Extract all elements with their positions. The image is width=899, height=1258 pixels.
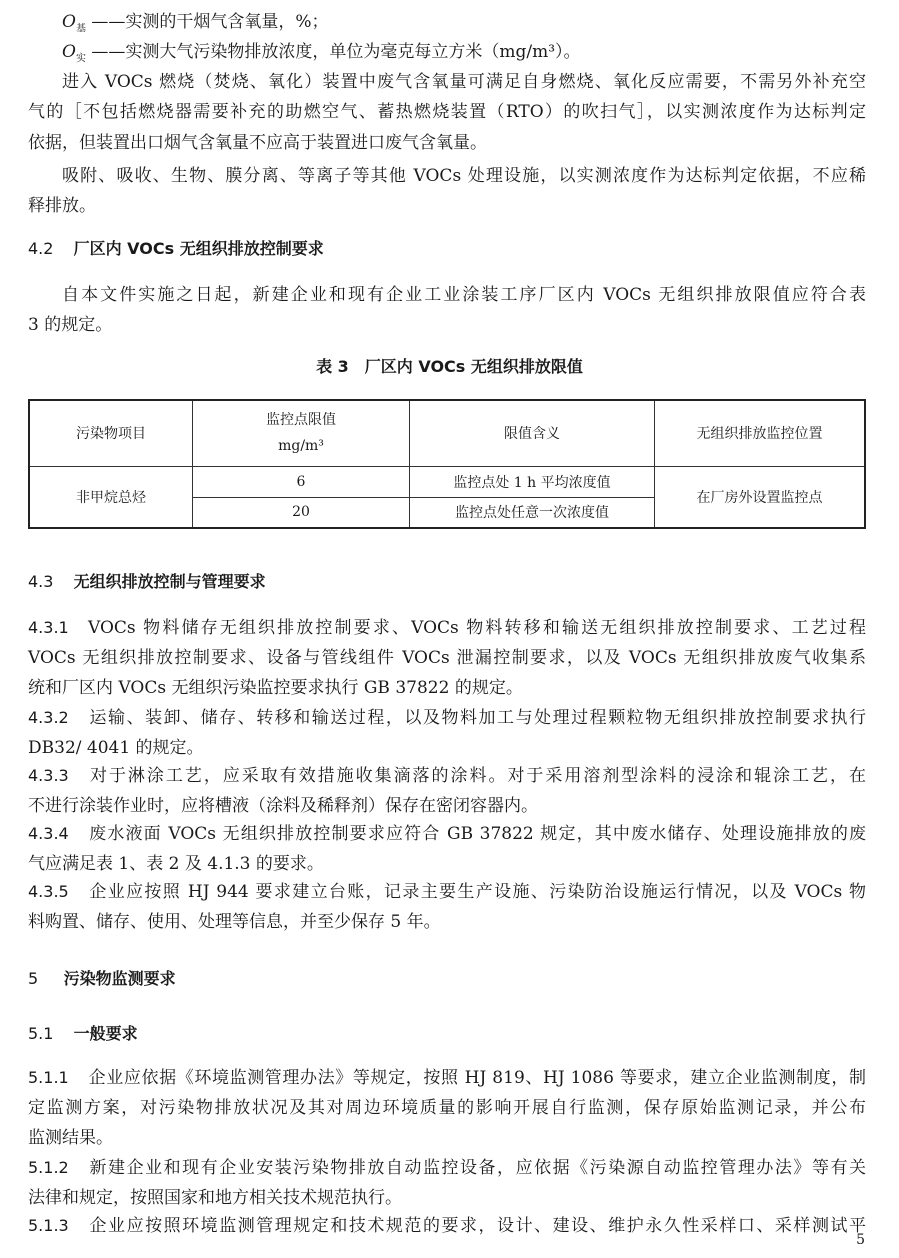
paragraph-line: 气应满足表 1、表 2 及 4.1.3 的要求。 — [28, 854, 324, 874]
cell-pollutant: 非甲烷总烃 — [29, 466, 193, 528]
table-row — [29, 466, 865, 497]
paragraph-line: 依据，但装置出口烟气含氧量不应高于装置进口废气含氧量。 — [28, 133, 487, 153]
limits-table — [28, 399, 866, 529]
paragraph-line: 统和厂区内 VOCs 无组织污染监控要求执行 GB 37822 的规定。 — [28, 678, 523, 698]
clause-number: 4.3.4 — [28, 824, 69, 843]
section-heading-5 — [28, 967, 176, 991]
paragraph-line: 法律和规定，按照国家和地方相关技术规范执行。 — [28, 1188, 402, 1208]
clause-text: 企业应按照 HJ 944 要求建立台账，记录主要生产设施、污染防治设施运行情况，以及 VOCs 物 — [88, 882, 866, 902]
section-heading-4-3 — [28, 570, 266, 594]
clause-4-3-4-line — [28, 822, 866, 846]
paragraph-line: 监测结果。 — [28, 1128, 113, 1148]
clause-text: 企业应按照环境监测管理规定和技术规范的要求，设计、建设、维护永久性采样口、采样测试平 — [88, 1216, 866, 1236]
cell-limit: 20 — [193, 497, 410, 528]
clause-text: 运输、装卸、储存、转移和输送过程，以及物料加工与处理过程颗粒物无组织排放控制要求执行 — [88, 708, 866, 728]
clause-5-1-1-line — [28, 1066, 866, 1090]
cell-meaning: 监控点处 1 h 平均浓度值 — [410, 466, 655, 497]
clause-number: 4.3.5 — [28, 882, 69, 901]
paragraph-line: 进入 VOCs 燃烧（焚烧、氧化）装置中废气含氧量可满足自身燃烧、氧化反应需要，不需另外补充空 — [62, 72, 866, 92]
section-number: 4.3 — [28, 572, 54, 591]
definition-o-shi-text: ——实测大气污染物排放浓度，单位为毫克每立方米（mg/m³）。 — [91, 42, 581, 62]
symbol-o-ji: $O_基$ — [62, 12, 86, 35]
definition-o-ji-text: ——实测的干烟气含氧量，%； — [91, 12, 329, 32]
paragraph-line: VOCs 无组织排放控制要求、设备与管线组件 VOCs 泄漏控制要求，以及 VOCs 无组织排放废气收集系 — [28, 648, 866, 668]
symbol-o-shi: $O_实$ — [62, 42, 86, 65]
header-limit-unit: mg/m³ — [278, 438, 324, 455]
paragraph-line: 释排放。 — [28, 196, 96, 216]
section-number: 5.1 — [28, 1024, 54, 1043]
header-location: 无组织排放监控位置 — [655, 400, 866, 466]
clause-text: 企业应依据《环境监测管理办法》等规定，按照 HJ 819、HJ 1086 等要求，建立企业监测制度，制 — [88, 1068, 866, 1088]
clause-text: 废水液面 VOCs 无组织排放控制要求应符合 GB 37822 规定，其中废水储存、处理设施排放的废 — [88, 824, 866, 844]
clause-4-3-2-line — [28, 706, 866, 730]
clause-number: 5.1.3 — [28, 1216, 69, 1235]
clause-5-1-2-line — [28, 1156, 866, 1180]
table-header-row — [29, 400, 865, 466]
paragraph-line: 定监测方案，对污染物排放状况及其对周边环境质量的影响开展自行监测，保存原始监测记录，并公布 — [28, 1098, 866, 1118]
clause-number: 4.3.1 — [28, 618, 69, 637]
table-caption: 表 3 厂区内 VOCs 无组织排放限值 — [316, 357, 583, 376]
section-title: 厂区内 VOCs 无组织排放控制要求 — [73, 239, 324, 258]
clause-number: 4.3.2 — [28, 708, 69, 727]
clause-text: VOCs 物料储存无组织排放控制要求、VOCs 物料转移和输送无组织排放控制要求、工艺过程 — [88, 618, 866, 638]
cell-limit: 6 — [193, 466, 410, 497]
section-title: 无组织排放控制与管理要求 — [73, 572, 266, 591]
section-title: 污染物监测要求 — [63, 969, 176, 988]
section-heading-4-2 — [28, 237, 324, 261]
clause-number: 4.3.3 — [28, 766, 69, 785]
clause-4-3-5-line — [28, 880, 866, 904]
paragraph-line: 不进行涂装作业时，应将槽液（涂料及稀释剂）保存在密闭容器内。 — [28, 796, 538, 816]
clause-4-3-1-line — [28, 616, 866, 640]
cell-meaning: 监控点处任意一次浓度值 — [410, 497, 655, 528]
definition-o-shi — [62, 40, 581, 71]
header-limit-label: 监控点限值 — [266, 412, 336, 429]
paragraph-line: 3 的规定。 — [28, 315, 113, 335]
paragraph-line: 自本文件实施之日起，新建企业和现有企业工业涂装工序厂区内 VOCs 无组织排放限值应符合表 — [62, 285, 866, 305]
paragraph-line: 气的［不包括燃烧器需要补充的助燃空气、蓄热燃烧装置（RTO）的吹扫气］，以实测浓度作为达标判定 — [28, 102, 866, 122]
clause-5-1-3-line — [28, 1214, 866, 1238]
section-number: 4.2 — [28, 239, 54, 258]
paragraph-line: 料购置、储存、使用、处理等信息，并至少保存 5 年。 — [28, 912, 441, 932]
paragraph-line: DB32/ 4041 的规定。 — [28, 738, 204, 758]
clause-number: 5.1.2 — [28, 1158, 69, 1177]
cell-location: 在厂房外设置监控点 — [655, 466, 866, 528]
clause-text: 新建企业和现有企业安装污染物排放自动监控设备，应依据《污染源自动监控管理办法》等有关 — [88, 1158, 866, 1178]
header-meaning: 限值含义 — [410, 400, 655, 466]
page-number: 5 — [856, 1232, 865, 1248]
definition-o-ji — [62, 10, 329, 41]
clause-number: 5.1.1 — [28, 1068, 69, 1087]
clause-text: 对于淋涂工艺，应采取有效措施收集滴落的涂料。对于采用溶剂型涂料的浸涂和辊涂工艺，在 — [88, 766, 866, 786]
paragraph-line: 吸附、吸收、生物、膜分离、等离子等其他 VOCs 处理设施，以实测浓度作为达标判定依据，不应稀 — [62, 166, 866, 186]
header-pollutant: 污染物项目 — [29, 400, 193, 466]
header-limit — [193, 400, 410, 466]
clause-4-3-3-line — [28, 764, 866, 788]
section-number: 5 — [28, 969, 39, 988]
section-title: 一般要求 — [73, 1024, 138, 1043]
section-heading-5-1 — [28, 1022, 138, 1046]
